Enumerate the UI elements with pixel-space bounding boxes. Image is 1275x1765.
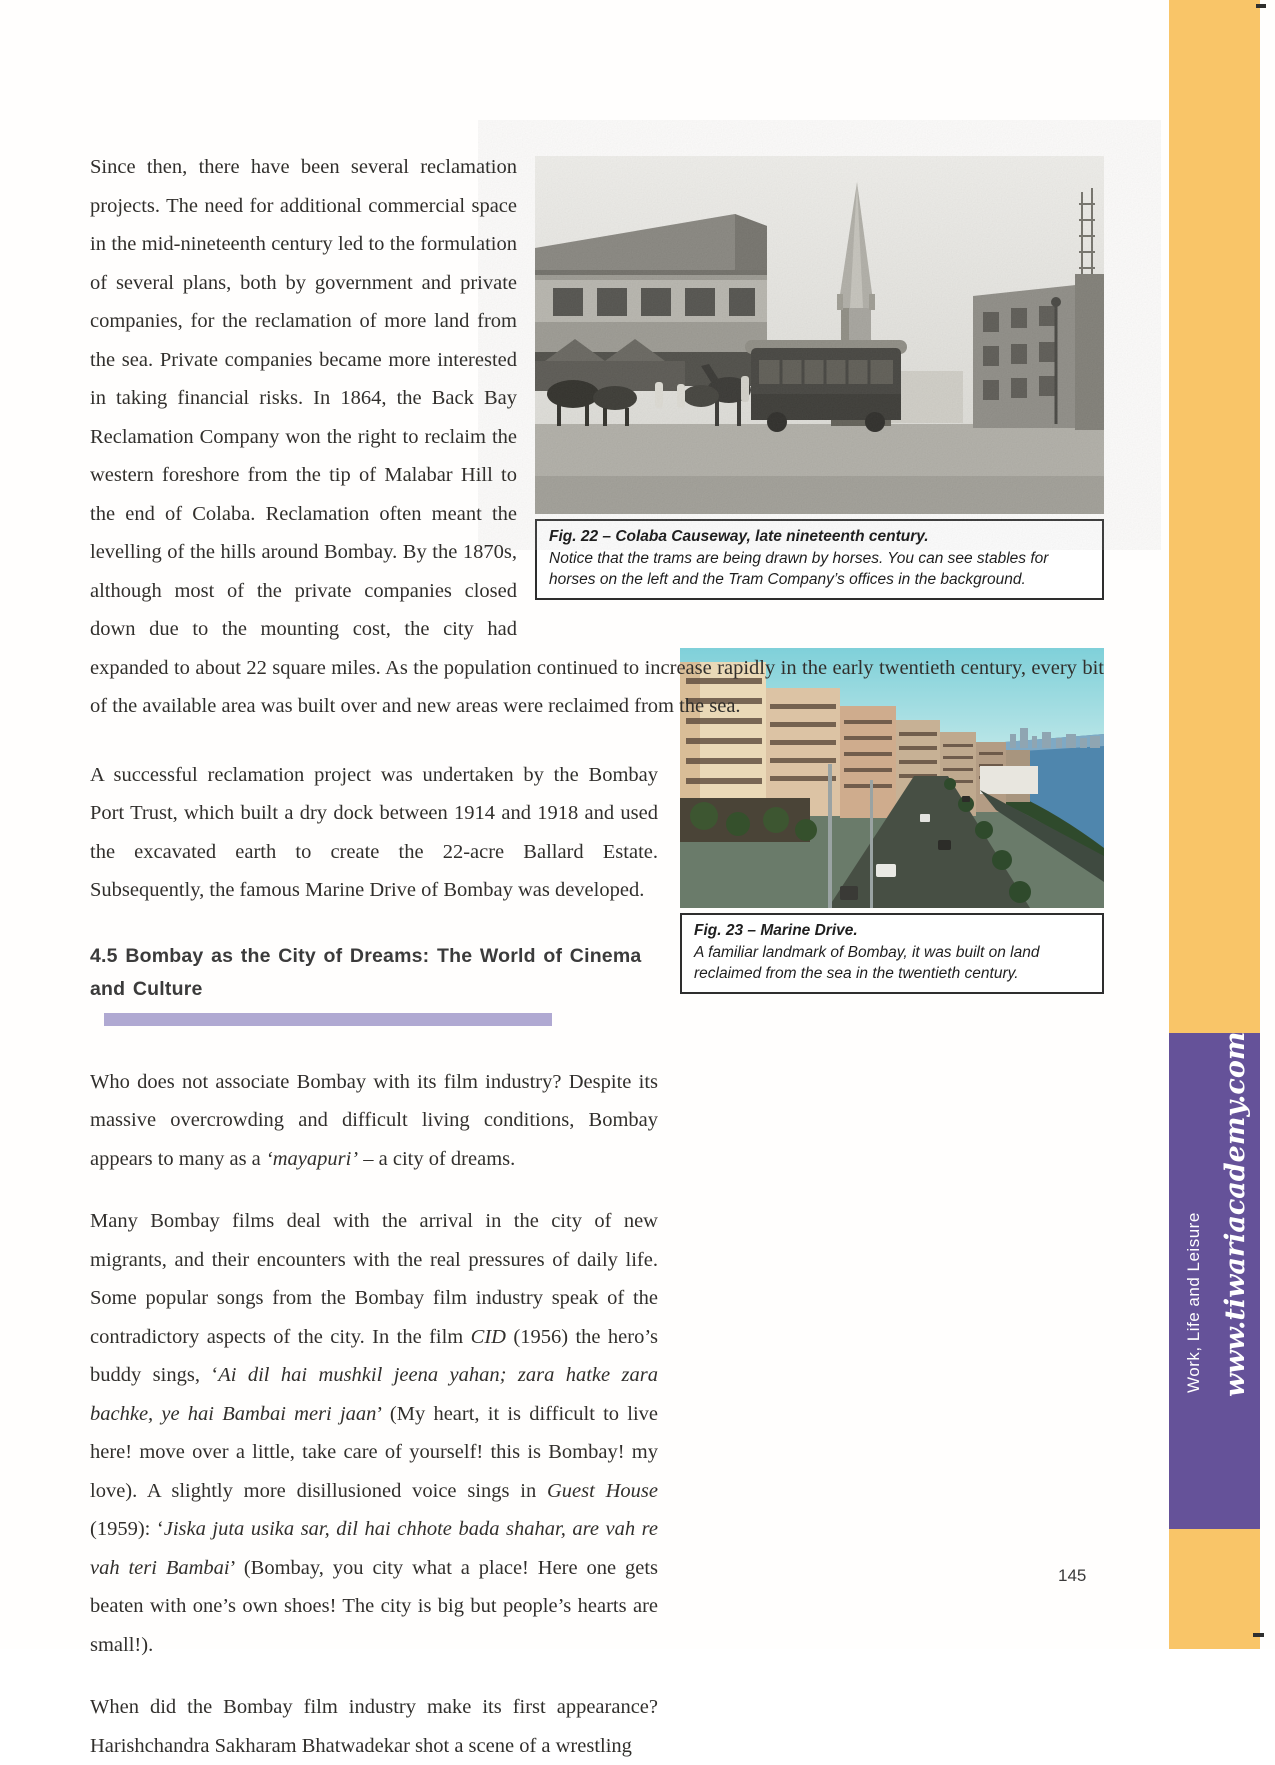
fig23-caption-text: A familiar landmark of Bombay, it was built on land reclaimed from the sea in the twentieth century. — [694, 942, 1090, 985]
film-grain — [535, 156, 1104, 514]
crop-mark-bottom — [1253, 1633, 1264, 1637]
fig23-caption-title: Fig. 23 – Marine Drive. — [694, 920, 1090, 942]
text-segment: ’ (My heart, it is difficult to live here! move over a little, take care of yourself! this is Bombay! my love). A slightly more disillusioned voice sings in — [90, 1403, 658, 1502]
website-watermark-vertical: www.tiwariacademy.com — [1220, 1032, 1251, 1397]
page-number: 145 — [1058, 1566, 1086, 1586]
text-segment: – a city of dreams. — [358, 1148, 515, 1170]
crop-mark-top — [1256, 4, 1266, 8]
text-segment: Who does not associate Bombay with its film industry? Despite its massive overcrowding and difficult living conditions, Bombay appears to many as a — [90, 1071, 658, 1170]
text-segment: (1959): ‘ — [90, 1518, 164, 1540]
heading-decorative-bar — [104, 1013, 552, 1026]
text-segment: (1956) the hero’s buddy sings, ‘ — [90, 1326, 658, 1387]
fig22-caption-title: Fig. 22 – Colaba Causeway, late nineteenth century. — [549, 526, 1090, 548]
text-segment: Many Bombay films deal with the arrival in the city of new migrants, and their encounters with the real pressures of daily life. Some popular songs from the Bombay film industry speak of the contradictory aspects of the city. In the film — [90, 1210, 658, 1348]
colaba-causeway-photo — [535, 156, 1104, 514]
film-title-cid: CID — [471, 1326, 506, 1348]
song-quote-guest-house: Jiska juta usika sar, dil hai chhote bada shahar, are vah re vah teri Bambai — [90, 1518, 658, 1579]
fig22-caption — [535, 519, 1104, 600]
figure-colaba-causeway — [535, 156, 1104, 600]
song-quote-cid: Ai dil hai mushkil jeena yahan; zara hatke zara bachke, ye hai Bambai meri jaan — [90, 1364, 658, 1425]
paragraph-reclamation-projects: Since then, there have been several reclamation projects. The need for additional commercial space in the mid-nineteenth century led to the formulation of several plans, both by government and private companies, for the reclamation of more land from the sea. Private companies became more interested in taking financial risks. In 1864, the Back Bay Reclamation Company won the right to reclaim the western foreshore from the tip of Malabar Hill to the end of Colaba. Reclamation often meant the levelling of the hills around Bombay. By the 1870s, although most of the private companies closed down due to the mounting cost, the city had expanded to about 22 square miles. As the population continued to increase rapidly in the early twentieth century, every bit of the available area was built over and new areas were reclaimed from the sea. — [90, 148, 1104, 726]
chapter-title-vertical: Work, Life and Leisure — [1184, 1212, 1204, 1393]
main-content — [90, 148, 1104, 1765]
paragraph-film-songs — [90, 1202, 658, 1664]
intro-block — [90, 148, 1104, 726]
section-heading-4-5 — [90, 940, 658, 1039]
text-column — [90, 756, 658, 1765]
fig22-caption-text: Notice that the trams are being drawn by horses. You can see stables for horses on the left and the Tram Company’s offices in the background. — [549, 548, 1090, 591]
paragraph-film-industry — [90, 1063, 658, 1179]
film-title-guest-house: Guest House — [547, 1480, 658, 1502]
paragraph-port-trust: A successful reclamation project was undertaken by the Bombay Port Trust, which built a dry dock between 1914 and 1918 and used the excavated earth to create the 22-acre Ballard Estate. Subsequently, the famous Marine Drive of Bombay was developed. — [90, 756, 658, 910]
section-heading-line1: 4.5 Bombay as the City of Dreams: The World of Cinema — [90, 945, 641, 967]
text-segment: ’ (Bombay, you city what a place! Here one gets beaten with one’s own shoes! The city is big but people’s hearts are small!). — [90, 1557, 658, 1656]
paragraph-first-film: When did the Bombay film industry make its first appearance? Harishchandra Sakharam Bhatwadekar shot a scene of a wrestling — [90, 1688, 658, 1765]
hindi-term-mayapuri: ‘mayapuri’ — [266, 1148, 358, 1170]
section-heading-line2: and Culture — [90, 978, 203, 1000]
